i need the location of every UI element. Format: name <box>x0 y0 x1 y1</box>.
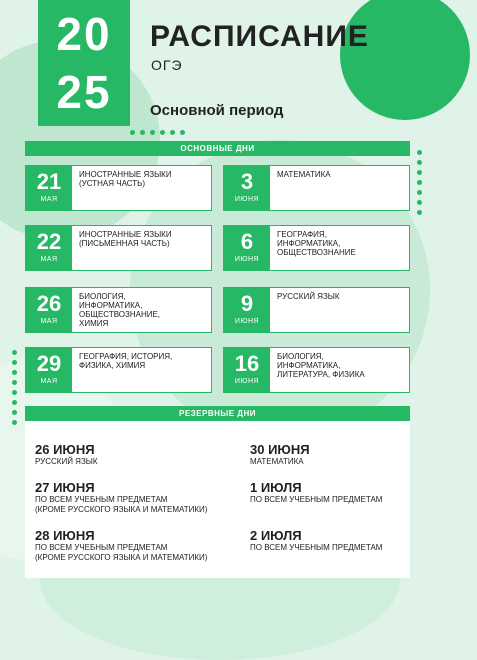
day-number: 29 <box>36 351 62 376</box>
day-number: 6 <box>240 229 254 254</box>
month-label: МАЯ <box>40 256 58 263</box>
date-badge <box>224 226 270 270</box>
reserve-date: 1 ИЮЛЯ <box>250 480 302 495</box>
reserve-date: 26 ИЮНЯ <box>35 442 95 457</box>
schedule-card <box>223 225 410 271</box>
reserve-subjects: ПО ВСЕМ УЧЕБНЫМ ПРЕДМЕТАМ <box>250 495 383 504</box>
reserve-subjects: РУССКИЙ ЯЗЫК <box>35 457 98 466</box>
year-bottom: 25 <box>56 66 112 118</box>
month-label: ИЮНЯ <box>234 256 260 263</box>
subjects-text: ИНОСТРАННЫЕ ЯЗЫКИ (ПИСЬМЕННАЯ ЧАСТЬ) <box>79 230 172 248</box>
subjects-text: ГЕОГРАФИЯ, ИНФОРМАТИКА, ОБЩЕСТВОЗНАНИЕ <box>277 230 356 257</box>
reserve-subjects: ПО ВСЕМ УЧЕБНЫМ ПРЕДМЕТАМ (КРОМЕ РУССКОГО ЯЗЫКА И МАТЕМАТИКИ) <box>35 543 208 562</box>
day-number: 21 <box>36 169 62 194</box>
date-badge <box>224 348 270 392</box>
date-badge <box>26 288 72 332</box>
subjects-text: БИОЛОГИЯ, ИНФОРМАТИКА, ЛИТЕРАТУРА, ФИЗИКА <box>277 352 365 379</box>
date-badge <box>26 348 72 392</box>
date-badge <box>26 226 72 270</box>
reserve-days-header: РЕЗЕРВНЫЕ ДНИ <box>25 406 410 421</box>
reserve-days-panel <box>25 406 410 578</box>
day-number: 16 <box>234 351 260 376</box>
subjects-text: БИОЛОГИЯ, ИНФОРМАТИКА, ОБЩЕСТВОЗНАНИЕ, ХИМИЯ <box>79 292 161 328</box>
reserve-item <box>35 442 98 467</box>
reserve-item <box>250 442 310 467</box>
subjects-text: МАТЕМАТИКА <box>277 170 331 179</box>
month-label: ИЮНЯ <box>234 378 260 385</box>
reserve-date: 27 ИЮНЯ <box>35 480 95 495</box>
reserve-subjects: ПО ВСЕМ УЧЕБНЫМ ПРЕДМЕТАМ <box>250 543 383 552</box>
schedule-card <box>25 347 212 393</box>
reserve-date: 30 ИЮНЯ <box>250 442 310 457</box>
schedule-card <box>223 347 410 393</box>
year-badge <box>38 0 130 126</box>
page-title: РАСПИСАНИЕ <box>150 20 369 53</box>
period-heading: Основной период <box>150 102 284 119</box>
reserve-item <box>250 528 382 553</box>
schedule-card <box>25 225 212 271</box>
date-badge <box>224 166 270 210</box>
schedule-card <box>223 165 410 211</box>
main-days-header: ОСНОВНЫЕ ДНИ <box>25 141 410 156</box>
reserve-item <box>250 480 382 505</box>
month-label: МАЯ <box>40 318 58 325</box>
month-label: МАЯ <box>40 378 58 385</box>
bg-circle-top-right <box>340 0 470 120</box>
date-badge <box>224 288 270 332</box>
day-number: 9 <box>240 291 254 316</box>
subjects-text: ИНОСТРАННЫЕ ЯЗЫКИ (УСТНАЯ ЧАСТЬ) <box>79 170 172 188</box>
schedule-card <box>223 287 410 333</box>
month-label: ИЮНЯ <box>234 196 260 203</box>
schedule-card <box>25 287 212 333</box>
reserve-item <box>35 480 207 515</box>
reserve-item <box>35 528 207 563</box>
reserve-subjects: МАТЕМАТИКА <box>250 457 304 466</box>
month-label: МАЯ <box>40 196 58 203</box>
page-subtitle: ОГЭ <box>151 57 183 73</box>
month-label: ИЮНЯ <box>234 318 260 325</box>
reserve-date: 28 ИЮНЯ <box>35 528 95 543</box>
schedule-card <box>25 165 212 211</box>
day-number: 3 <box>240 169 254 194</box>
day-number: 22 <box>36 229 62 254</box>
day-number: 26 <box>36 291 62 316</box>
reserve-subjects: ПО ВСЕМ УЧЕБНЫМ ПРЕДМЕТАМ (КРОМЕ РУССКОГО ЯЗЫКА И МАТЕМАТИКИ) <box>35 495 208 514</box>
subjects-text: ГЕОГРАФИЯ, ИСТОРИЯ, ФИЗИКА, ХИМИЯ <box>79 352 173 370</box>
subjects-text: РУССКИЙ ЯЗЫК <box>277 292 340 301</box>
reserve-date: 2 ИЮЛЯ <box>250 528 302 543</box>
date-badge <box>26 166 72 210</box>
year-top: 20 <box>56 8 112 60</box>
